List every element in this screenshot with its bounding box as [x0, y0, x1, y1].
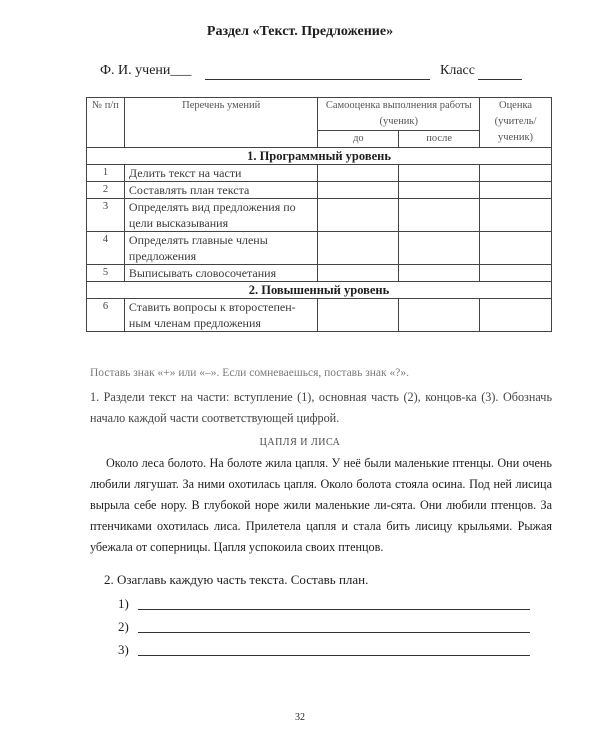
story-text: Около леса болото. На болоте жила цапля. У неё были маленькие птенцы. Они очень любили лягушат. За ними охотилась цапля. Около болота стояла осина. Под ней лисица вырыла себе нору. В глубокой норе жили маленькие ли-сята. Они любили птенцов. За птенчиками охотилась лиса. Прилетела цапля и стала бить лисицу крыльями. Рыжая убежала от соперницы. Цапля успокоила своих птенцов. — [90, 456, 552, 554]
after-cell[interactable] — [399, 299, 480, 332]
skill-text: Ставить вопросы к второстепен-ным членам предложения — [124, 299, 318, 332]
grade-cell[interactable] — [480, 265, 552, 282]
grade-cell[interactable] — [480, 232, 552, 265]
grade-cell[interactable] — [480, 199, 552, 232]
row-number: 4 — [87, 232, 125, 265]
after-cell[interactable] — [399, 199, 480, 232]
grade-cell[interactable] — [480, 299, 552, 332]
before-cell[interactable] — [318, 232, 399, 265]
plan-item-label: 2) — [118, 619, 129, 634]
story-title: ЦАПЛЯ И ЛИСА — [259, 437, 341, 448]
header-after: после — [399, 131, 480, 148]
level-title: 2. Повышенный уровень — [87, 282, 552, 299]
row-number: 5 — [87, 265, 125, 282]
header-grade: Оценка (учитель/ ученик) — [480, 98, 552, 148]
task-2: 2. Озаглавь каждую часть текста. Составь план. — [104, 572, 369, 587]
plan-line-2[interactable] — [138, 632, 530, 633]
row-number: 1 — [87, 165, 125, 182]
self-assessment-table — [86, 97, 552, 332]
grade-cell[interactable] — [480, 182, 552, 199]
skill-text: Составлять план текста — [124, 182, 318, 199]
skill-text: Выписывать словосочетания — [124, 265, 318, 282]
after-cell[interactable] — [399, 265, 480, 282]
class-line[interactable] — [478, 79, 522, 80]
assessment-hint: Поставь знак «+» или «–». Если сомневаешься, поставь знак «?». — [90, 367, 409, 379]
skill-text: Определять главные члены предложения — [124, 232, 318, 265]
header-before: до — [318, 131, 399, 148]
student-name-label: Ф. И. учени___ — [100, 63, 192, 78]
task-1: 1. Раздели текст на части: вступление (1), основная часть (2), концов-ка (3). Обозначь начало каждой части соответствующей цифрой. — [90, 390, 552, 425]
skill-text: Делить текст на части — [124, 165, 318, 182]
row-number: 3 — [87, 199, 125, 232]
after-cell[interactable] — [399, 232, 480, 265]
before-cell[interactable] — [318, 199, 399, 232]
plan-line-1[interactable] — [138, 609, 530, 610]
header-number: № п/п — [87, 98, 125, 148]
page-number: 32 — [295, 712, 305, 723]
before-cell[interactable] — [318, 299, 399, 332]
page-title: Раздел «Текст. Предложение» — [206, 24, 394, 39]
after-cell[interactable] — [399, 182, 480, 199]
student-name-line[interactable] — [205, 79, 430, 80]
row-number: 2 — [87, 182, 125, 199]
after-cell[interactable] — [399, 165, 480, 182]
level-title: 1. Программный уровень — [87, 148, 552, 165]
header-self-assessment: Самооценка выполнения работы (ученик) — [318, 98, 480, 131]
grade-cell[interactable] — [480, 165, 552, 182]
class-label: Класс — [440, 63, 475, 78]
row-number: 6 — [87, 299, 125, 332]
skill-text: Определять вид предложения по цели высказывания — [124, 199, 318, 232]
plan-item-label: 1) — [118, 596, 129, 611]
plan-line-3[interactable] — [138, 655, 530, 656]
before-cell[interactable] — [318, 265, 399, 282]
header-skills: Перечень умений — [124, 98, 318, 148]
before-cell[interactable] — [318, 182, 399, 199]
before-cell[interactable] — [318, 165, 399, 182]
plan-item-label: 3) — [118, 642, 129, 657]
